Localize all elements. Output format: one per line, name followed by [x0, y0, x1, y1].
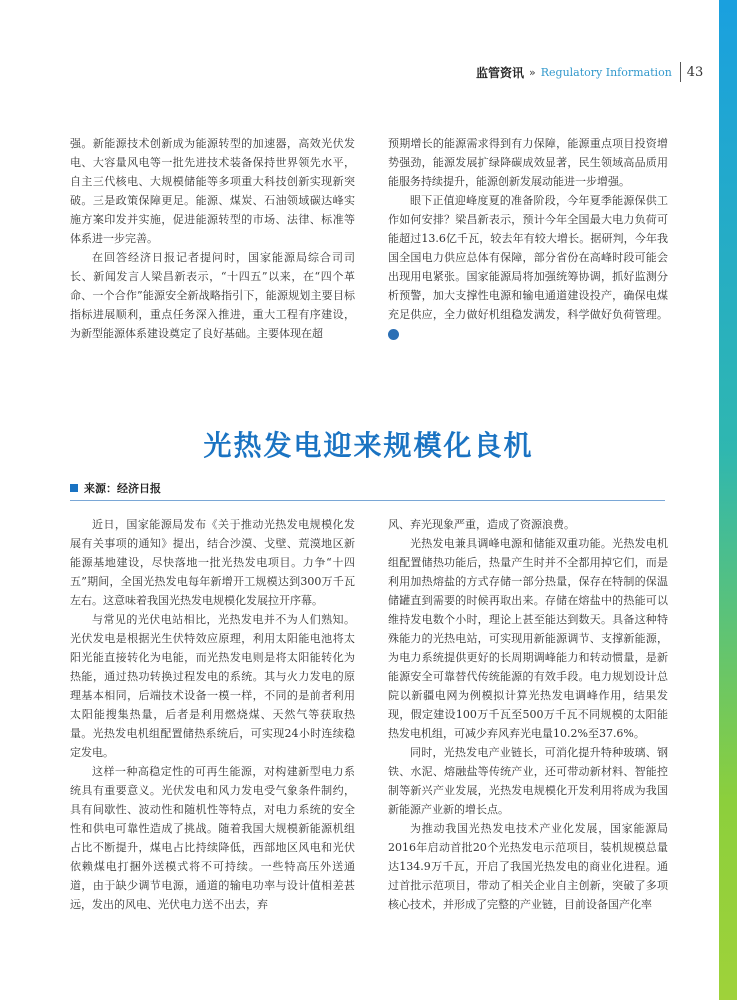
- article-title: 光热发电迎来规模化良机: [203, 429, 534, 462]
- header-divider: [680, 62, 681, 82]
- bottom-right-column: [388, 515, 668, 914]
- paragraph: 在回答经济日报记者提问时，国家能源局综合司司长、新闻发言人梁昌新表示，“十四五”以来，在“四个革命、一个合作”能源安全新战略指引下，能源规划主要目标指标进展顺利，重点任务深入推进，重大工程有序建设，为新型能源体系建设奠定了良好基础。主要体现在超: [70, 251, 355, 340]
- top-right-column: [388, 134, 668, 343]
- section-title-en: Regulatory Information: [540, 65, 672, 79]
- decorative-side-bar: [719, 0, 737, 1000]
- end-mark-icon: C: [388, 329, 399, 340]
- paragraph: 预期增长的能源需求得到有力保障，能源重点项目投资增势强劲，能源发展扩绿降碳成效显著，民生领域高品质用能服务持续提升，能源创新发展动能进一步增强。: [388, 137, 668, 188]
- paragraph: 强。新能源技术创新成为能源转型的加速器，高效光伏发电、大容量风电等一批先进技术装备保持世界领先水平，自主三代核电、大规模储能等多项重大科技创新实现新突破。三是政策保障更足。能源、煤炭、石油领域碳达峰实施方案印发并实施，促进能源转型的市场、法律、标准等体系进一步完善。: [70, 137, 355, 245]
- paragraph: 与常见的光伏电站相比，光热发电并不为人们熟知。光伏发电是根据光生伏特效应原理，利用太阳能电池将太阳光能直接转化为电能，而光热发电则是将太阳能转化为热能，通过热功转换过程发电的系统。其与火力发电的原理基本相同，后端技术设备一模一样，不同的是前者利用太阳能搜集热量，后者是利用燃烧煤、天然气等获取热量。光热发电机组配置储热系统后，可实现24小时连续稳定发电。: [70, 613, 355, 759]
- paragraph: 风、弃光现象严重，造成了资源浪费。: [388, 518, 575, 531]
- page-number: 43: [686, 64, 704, 80]
- paragraph: 这样一种高稳定性的可再生能源，对构建新型电力系统具有重要意义。光伏发电和风力发电受气象条件制约，具有间歇性、波动性和随机性等特点，对电力系统的安全性和供电可靠性造成了挑战。随着我国大规模新能源机组占比不断提升，煤电占比持续降低，西部地区风电和光伏依赖煤电打捆外送模式将不可持续。一些特高压外送通道，由于缺少调节电源，通道的输电功率与设计值相差甚远，发出的风电、光伏电力送不出去，弃: [70, 765, 355, 911]
- paragraph: 近日，国家能源局发布《关于推动光热发电规模化发展有关事项的通知》提出，结合沙漠、戈壁、荒漠地区新能源基地建设，尽快落地一批光热发电项目。力争“十四五”期间，全国光热发电每年新增开工规模达到300万千瓦左右。这意味着我国光热发电规模化发展拉开序幕。: [70, 518, 355, 607]
- top-left-column: [70, 134, 355, 343]
- paragraph: 眼下正值迎峰度夏的准备阶段，今年夏季能源保供工作如何安排？梁昌新表示，预计今年全国最大电力负荷可能超过13.6亿千瓦，较去年有较大增长。据研判，今年我国全国电力供应总体有保障，部分省份在高峰时段可能会出现用电紧张。国家能源局将加强统筹协调，抓好监测分析预警，加大支撑性电源和输电通道建设投产，确保电煤充足供应，全力做好机组稳发满发，科学做好负荷管理。: [388, 194, 668, 321]
- bottom-left-column: [70, 515, 355, 914]
- paragraph: 光热发电兼具调峰电源和储能双重功能。光热发电机组配置储热功能后，热量产生时并不全都用掉它们，而是利用加热熔盐的方式存储一部分热量，保存在特制的保温储罐直到需要的时候再取出来。存储在熔盐中的热能可以维持发电数个小时，理论上甚至能达到数天。具备这种特殊能力的光热电站，可实现用新能源调节、支撑新能源，为电力系统提供更好的长周期调峰能力和转动惯量，是新能源安全可靠替代传统能源的有效手段。电力规划设计总院以新疆电网为例模拟计算光热发电调峰作用，结果发现，假定建设100万千瓦至500万千瓦不同规模的太阳能热发电机组，可减少弃风弃光电量10.2%至37.6%。: [388, 537, 668, 740]
- chevron-right-icon: »: [529, 65, 536, 79]
- square-bullet-icon: [70, 484, 78, 492]
- article-source: 来源：经济日报: [84, 482, 161, 495]
- section-title: 监管资讯: [476, 65, 525, 80]
- paragraph: 同时，光热发电产业链长，可消化提升特种玻璃、钢铁、水泥、熔融盐等传统产业，还可带动新材料、智能控制等新兴产业发展，光热发电规模化开发利用将成为我国新能源产业新的增长点。: [388, 746, 668, 816]
- paragraph: 为推动我国光热发电技术产业化发展，国家能源局2016年启动首批20个光热发电示范项目，装机规模总量达134.9万千瓦，开启了我国光热发电的商业化进程。通过首批示范项目，带动了相关企业自主创新，突破了多项核心技术，并形成了完整的产业链，目前设备国产化率: [388, 822, 668, 911]
- running-header: [476, 62, 703, 82]
- source-line: [70, 480, 665, 501]
